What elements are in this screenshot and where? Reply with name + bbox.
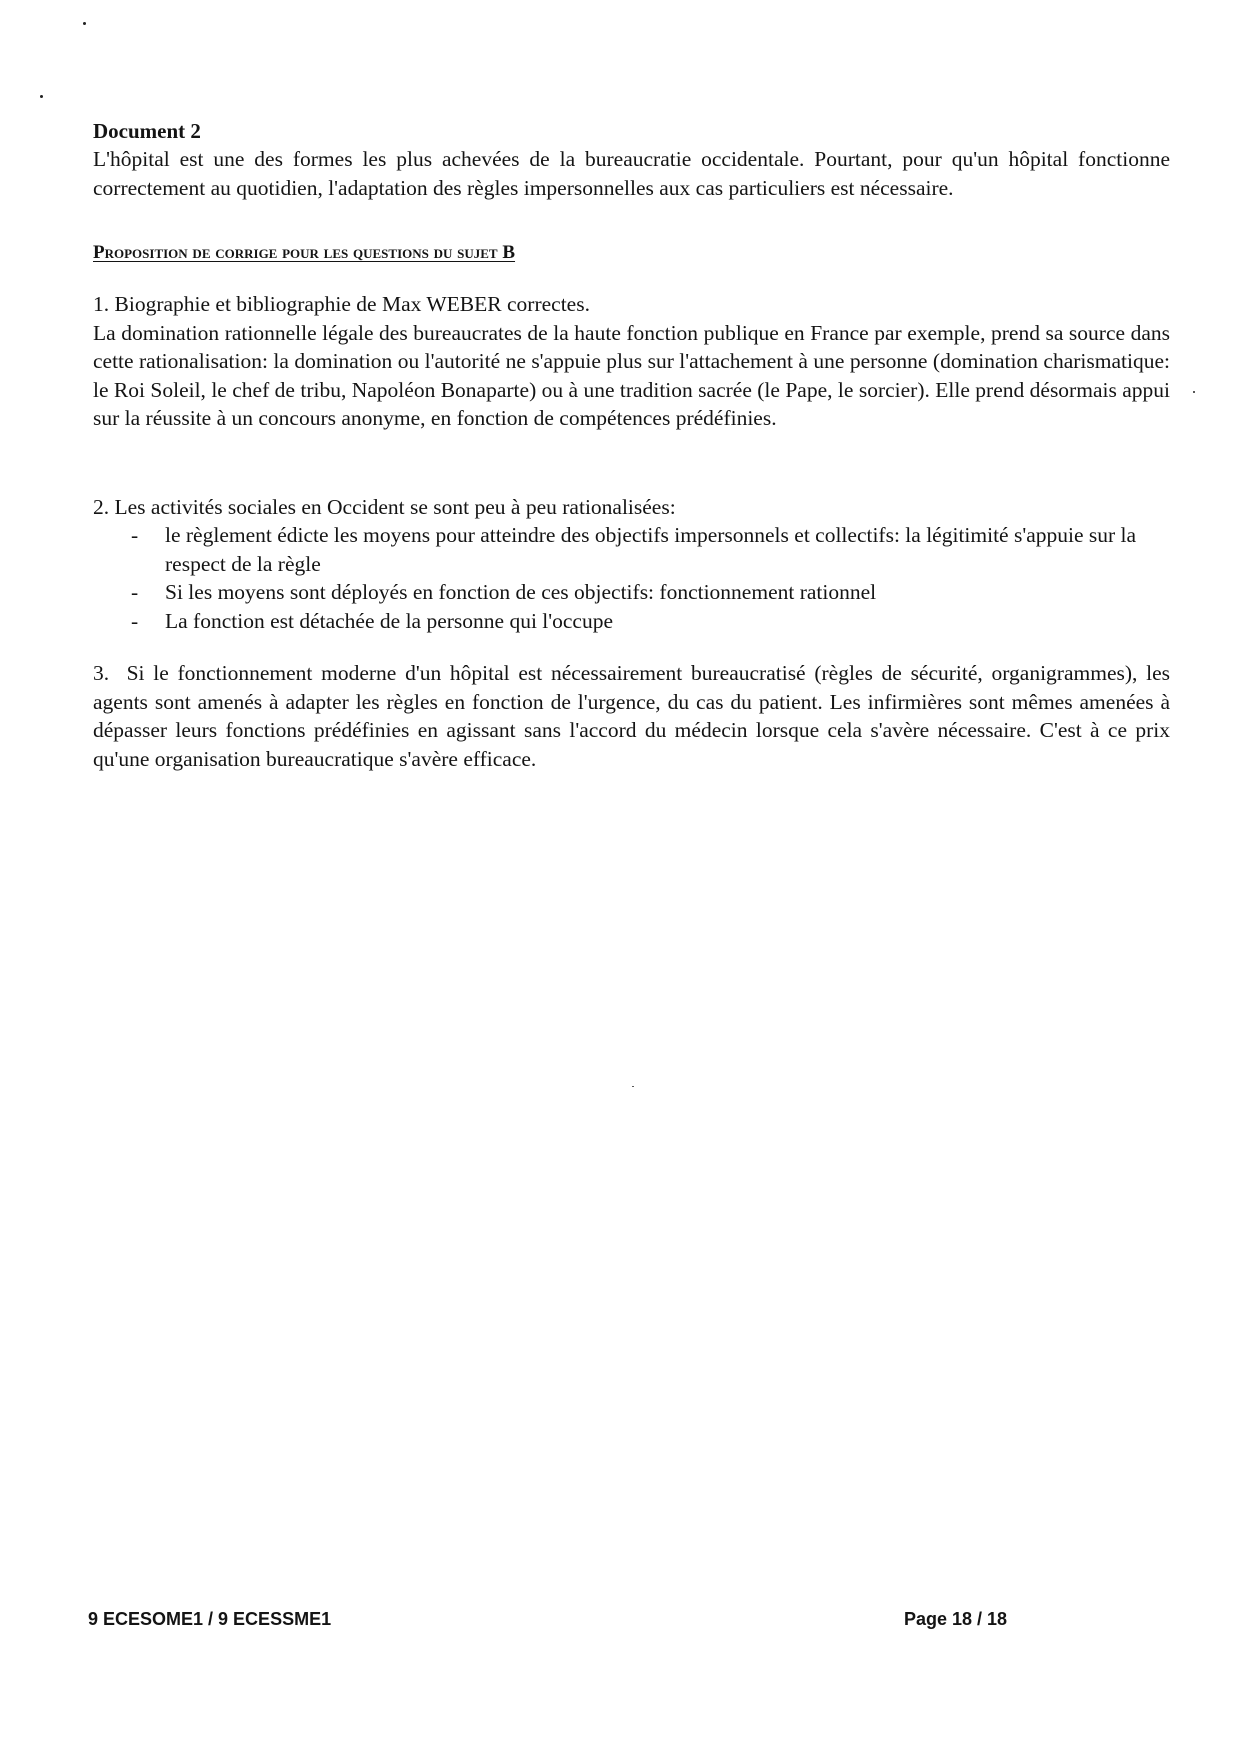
document-2-text: L'hôpital est une des formes les plus achevées de la bureaucratie occidentale. Pourtant, pour qu'un hôpital fonctionne correctement au quotidien, l'adaptation des règles impersonnelles aux cas particuliers est nécessaire. — [93, 147, 1170, 200]
document-page — [93, 118, 1170, 773]
answer-1-lead: 1. Biographie et bibliographie de Max WEBER correctes. — [93, 292, 590, 316]
answer-2 — [93, 493, 1170, 636]
list-item — [93, 521, 1170, 578]
answer-1 — [93, 290, 1170, 433]
bullet-dash: - — [131, 608, 139, 633]
exam-code: 9 ECESOME1 / 9 ECESSME1 — [88, 1609, 332, 1629]
answer-3-number: 3. — [93, 661, 110, 685]
answer-3-body: Si le fonctionnement moderne d'un hôpital est nécessairement bureaucratisé (règles de sécurité, organigrammes), les agents sont amenés à adapter les règles en fonction de l'urgence, du cas du patient. Les infirmières sont mêmes amenées à dépasser leurs fonctions prédéfinies en agissant sans l'accord du médecin lorsque cela s'avère nécessaire. C'est à ce prix qu'une organisation bureaucratique s'avère efficace. — [93, 661, 1171, 771]
document-2-title: Document 2 — [93, 119, 201, 143]
bullet-dash: - — [131, 580, 139, 604]
list-item — [93, 607, 1170, 636]
answer-2-bullets — [93, 521, 1170, 635]
answer-1-text: La domination rationnelle légale des bureaucrates de la haute fonction publique en France par exemple, prend sa source dans cette rationalisation: la domination ou l'autorité ne s'appuie plus sur l'attachement à une personne (domination charismatique: le Roi Soleil, le chef de tribu, Napoléon Bonaparte) ou à une tradition sacrée (le Pape, le sorcier). Elle prend désormais appui sur la réussite à un concours anonyme, en fonction de compétences prédéfinies. — [93, 320, 1170, 430]
scan-speck — [1193, 391, 1195, 393]
section-heading: Proposition de corrige pour les questions du sujet B — [93, 242, 516, 263]
page-number: Page 18 / 18 — [904, 1609, 1008, 1629]
list-item — [93, 578, 1170, 607]
bullet-dash: - — [131, 523, 139, 547]
bullet-text: Si les moyens sont déployés en fonction de ces objectifs: fonctionnement rationnel — [165, 580, 877, 604]
answer-3 — [93, 659, 1170, 773]
answer-2-lead: 2. Les activités sociales en Occident se sont peu à peu rationalisées: — [93, 494, 676, 519]
scan-speck — [40, 95, 43, 98]
answer-3-text — [93, 659, 1170, 773]
bullet-text: le règlement édicte les moyens pour atteindre des objectifs impersonnels et collectifs: la légitimité s'appuie sur la respect de la règle — [165, 523, 1137, 576]
bullet-text: La fonction est détachée de la personne qui l'occupe — [165, 608, 614, 633]
scan-speck — [632, 1086, 634, 1087]
scan-speck — [83, 22, 86, 25]
